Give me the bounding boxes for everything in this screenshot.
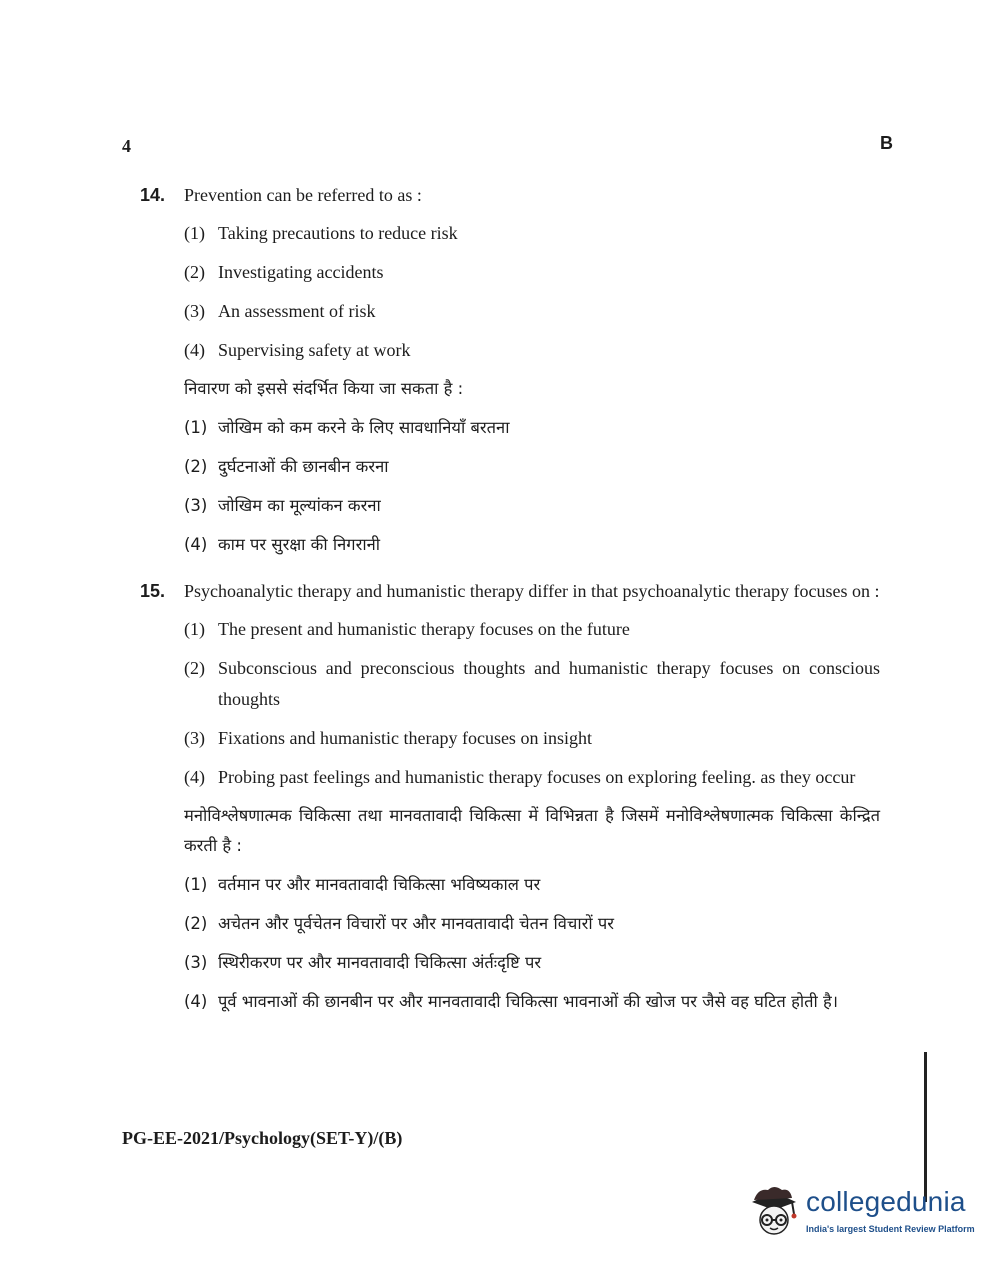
option-number: (2) — [184, 262, 205, 282]
option-text-hi: वर्तमान पर और मानवतावादी चिकित्सा भविष्यकाल पर — [218, 875, 541, 894]
question-15 — [140, 576, 880, 1017]
option-number: (1) — [184, 418, 208, 437]
option-text-hi: काम पर सुरक्षा की निगरानी — [218, 535, 381, 554]
option-text-hi: दुर्घटनाओं की छानबीन करना — [218, 457, 389, 476]
option-number: (1) — [184, 619, 205, 639]
option-number: (1) — [184, 875, 208, 894]
question-text-en: Prevention can be referred to as : — [184, 185, 422, 205]
option-number: (3) — [184, 496, 208, 515]
option-text-en: Fixations and humanistic therapy focuses on insight — [218, 728, 592, 748]
option-number: (3) — [184, 953, 208, 972]
option-text-en: Probing past feelings and humanistic therapy focuses on exploring feeling. as they occur — [218, 767, 856, 787]
brand-tagline: India's largest Student Review Platform — [806, 1224, 975, 1234]
option-text-en: Investigating accidents — [218, 262, 384, 282]
question-text-hi: मनोविश्लेषणात्मक चिकित्सा तथा मानवतावादी चिकित्सा में विभिन्नता है जिसमें मनोविश्लेषणात्मक चिकित्सा केन्द्रित करती है : — [184, 806, 880, 855]
option-text-en: Taking precautions to reduce risk — [218, 223, 458, 243]
paper-code: PG-EE-2021/Psychology(SET-Y)/(B) — [122, 1128, 403, 1148]
option-text-en: Subconscious and preconscious thoughts and humanistic therapy focuses on conscious thoughts — [218, 658, 880, 709]
brand-name: collegedunia — [806, 1186, 966, 1217]
option-text-en: Supervising safety at work — [218, 340, 411, 360]
question-text-hi: निवारण को इससे संदर्भित किया जा सकता है : — [184, 379, 464, 398]
option-number: (2) — [184, 914, 208, 933]
question-number: 15. — [140, 581, 166, 601]
question-14 — [140, 180, 880, 560]
set-code: B — [880, 133, 893, 153]
option-text-en: An assessment of risk — [218, 301, 376, 321]
option-number: (2) — [184, 457, 208, 476]
option-text-hi: पूर्व भावनाओं की छानबीन पर और मानवतावादी चिकित्सा भावनाओं की खोज पर जैसे वह घटित होती है। — [218, 992, 839, 1011]
option-number: (3) — [184, 301, 205, 321]
option-number: (4) — [184, 767, 205, 787]
option-text-hi: जोखिम का मूल्यांकन करना — [218, 496, 381, 515]
option-number: (4) — [184, 992, 208, 1011]
page-number: 4 — [122, 136, 131, 156]
option-text-hi: स्थिरीकरण पर और मानवतावादी चिकित्सा अंर्तःदृष्टि पर — [218, 953, 542, 972]
question-number: 14. — [140, 185, 166, 205]
option-text-hi: जोखिम को कम करने के लिए सावधानियाँ बरतना — [218, 418, 510, 437]
collegedunia-logo — [744, 1176, 976, 1246]
option-number: (3) — [184, 728, 205, 748]
option-number: (4) — [184, 340, 205, 360]
option-text-en: The present and humanistic therapy focuses on the future — [218, 619, 630, 639]
question-text-en: Psychoanalytic therapy and humanistic therapy differ in that psychoanalytic therapy focuses on : — [184, 581, 880, 601]
option-number: (2) — [184, 658, 205, 678]
option-number: (1) — [184, 223, 205, 243]
option-number: (4) — [184, 535, 208, 554]
option-text-hi: अचेतन और पूर्वचेतन विचारों पर और मानवतावादी चेतन विचारों पर — [218, 914, 615, 933]
graduate-mascot-icon — [744, 1180, 804, 1240]
